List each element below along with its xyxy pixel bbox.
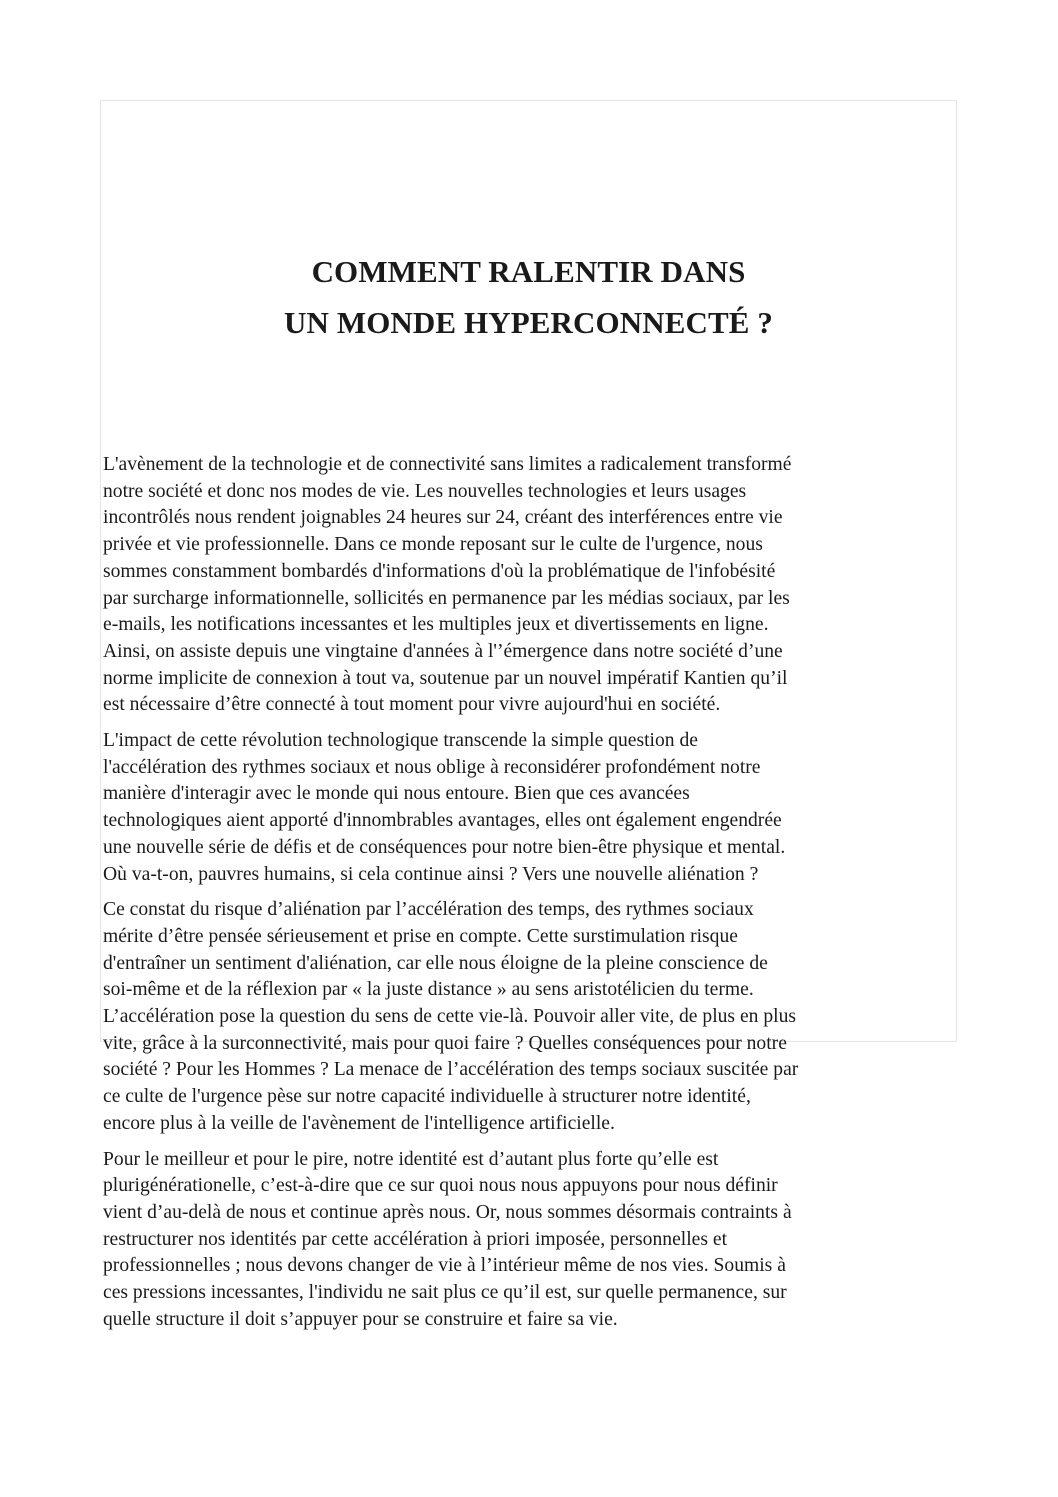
text-line: par surcharge informationnelle, sollicités en permanence par les médias sociaux, par les <box>103 587 790 609</box>
text-line: une nouvelle série de défis et de conséquences pour notre bien-être physique et mental. <box>103 836 786 858</box>
text-line: restructurer nos identités par cette accélération à priori imposée, personnelles et <box>103 1228 728 1250</box>
document-title <box>100 246 957 348</box>
text-line: vite, grâce à la surconnectivité, mais pour quoi faire ? Quelles conséquences pour notre <box>103 1032 787 1054</box>
text-line: d'entraîner un sentiment d'aliénation, car elle nous éloigne de la pleine conscience de <box>103 952 768 974</box>
text-line: incontrôlés nous rendent joignables 24 heures sur 24, créant des interférences entre vie <box>103 507 783 529</box>
text-line: technologiques aient apporté d'innombrables avantages, elles ont également engendrée <box>103 810 782 832</box>
paragraph-1 <box>103 452 961 719</box>
text-line: soi-même et de la réflexion par « la juste distance » au sens aristotélicien du terme. <box>103 979 754 1001</box>
text-line: plurigénérationelle, c’est-à-dire que ce sur quoi nous nous appuyons pour nous définir <box>103 1175 778 1197</box>
text-line: Ainsi, on assiste depuis une vingtaine d'années à l'’émergence dans notre société d’une <box>103 640 783 662</box>
text-line: est nécessaire d’être connecté à tout moment pour vivre aujourd'hui en société. <box>103 694 721 716</box>
text-line: Pour le meilleur et pour le pire, notre identité est d’autant plus forte qu’elle est <box>103 1148 719 1170</box>
text-line: e-mails, les notifications incessantes et les multiples jeux et divertissements en ligne. <box>103 614 769 636</box>
text-line: société ? Pour les Hommes ? La menace de l’accélération des temps sociaux suscitée par <box>103 1059 799 1081</box>
text-line: Ce constat du risque d’aliénation par l’accélération des temps, des rythmes sociaux <box>103 899 754 921</box>
text-line: sommes constamment bombardés d'informations d'où la problématique de l'infobésité <box>103 560 776 582</box>
text-line: vient d’au-delà de nous et continue après nous. Or, nous sommes désormais contraints à <box>103 1201 792 1223</box>
text-line: professionnelles ; nous devons changer de vie à l’intérieur même de nos vies. Soumis à <box>103 1255 786 1277</box>
text-line: privée et vie professionnelle. Dans ce monde reposant sur le culte de l'urgence, nous <box>103 534 763 556</box>
title-line: COMMENT RALENTIR DANS <box>311 254 746 289</box>
text-line: notre société et donc nos modes de vie. Les nouvelles technologies et leurs usages <box>103 480 747 502</box>
title-line: UN MONDE HYPERCONNECTÉ ? <box>284 305 773 340</box>
text-line: norme implicite de connexion à tout va, soutenue par un nouvel impératif Kantien qu’il <box>103 667 788 689</box>
text-line: L'avènement de la technologie et de connectivité sans limites a radicalement transformé <box>103 454 792 475</box>
document-body <box>103 452 961 1343</box>
text-line: L’accélération pose la question du sens de cette vie-là. Pouvoir aller vite, de plus en plus <box>103 1006 797 1028</box>
text-line: mérite d’être pensée sérieusement et prise en compte. Cette surstimulation risque <box>103 925 738 947</box>
paragraph-4 <box>103 1147 961 1334</box>
text-line: ces pressions incessantes, l'individu ne sait plus ce qu’il est, sur quelle permanence, sur <box>103 1282 787 1304</box>
text-line: L'impact de cette révolution technologique transcende la simple question de <box>103 730 698 752</box>
text-line: l'accélération des rythmes sociaux et nous oblige à reconsidérer profondément notre <box>103 756 761 778</box>
paragraph-3 <box>103 897 961 1137</box>
text-line: quelle structure il doit s’appuyer pour se construire et faire sa vie. <box>103 1308 618 1330</box>
text-line: manière d'interagir avec le monde qui nous entoure. Bien que ces avancées <box>103 783 690 805</box>
paragraph-2 <box>103 728 961 888</box>
text-line: encore plus à la veille de l'avènement de l'intelligence artificielle. <box>103 1112 615 1134</box>
text-line: ce culte de l'urgence pèse sur notre capacité individuelle à structurer notre identité, <box>103 1086 751 1108</box>
text-line: Où va-t-on, pauvres humains, si cela continue ainsi ? Vers une nouvelle aliénation ? <box>103 863 759 885</box>
